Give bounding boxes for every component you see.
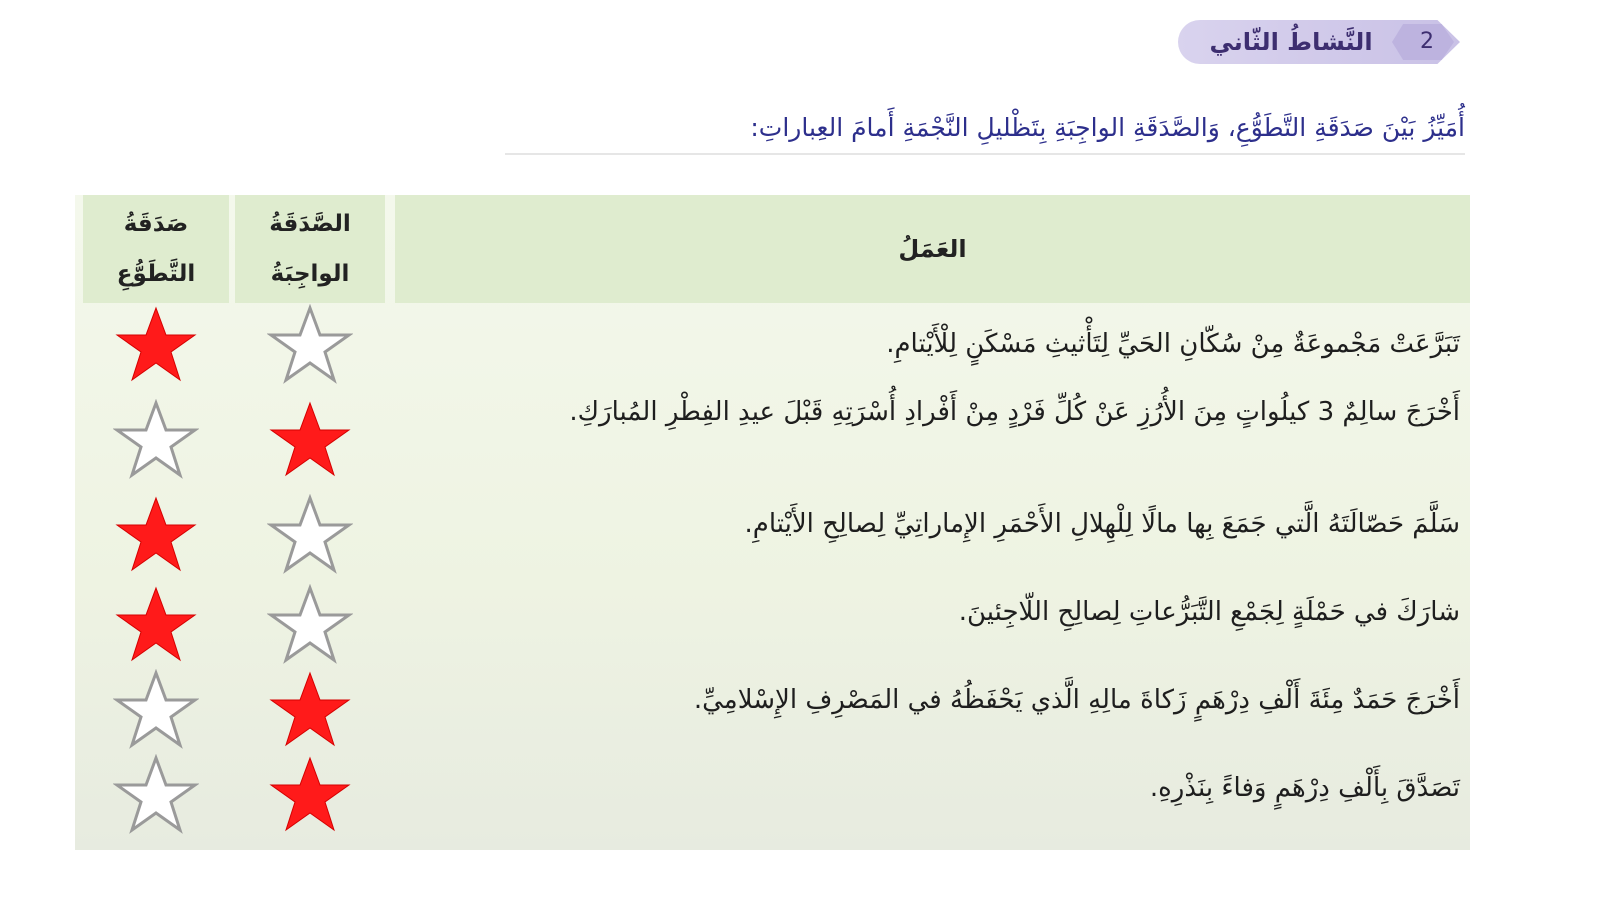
star-outline-icon — [117, 758, 195, 830]
table-row-text: شارَكَ في حَمْلَةٍ لِجَمْعِ التَّبَرُّعاتِ لِصالِحِ اللّاجِئينَ. — [958, 597, 1460, 627]
header-obligatory-line1: الصَّدَقَةُ — [269, 211, 351, 237]
table-row-text: تَصَدَّقَ بِأَلْفِ دِرْهَمٍ وَفاءً بِنَذْرِهِ. — [1149, 773, 1460, 803]
star-filled-icon — [117, 588, 195, 660]
star-outline-icon — [271, 588, 349, 660]
header-voluntary-charity — [83, 195, 229, 303]
table-row-text: سَلَّمَ حَصّالَتَهُ الَّتي جَمَعَ بِها مالًا لِلْهِلالِ الأَحْمَرِ الإِماراتِيِّ لِصالِحِ الأَيْتامِ. — [744, 509, 1460, 539]
star-outline-icon — [117, 673, 195, 745]
header-action: العَمَلُ — [395, 195, 1470, 303]
row-5-voluntary-star[interactable] — [113, 669, 199, 751]
star-outline-icon — [117, 403, 195, 475]
header-obligatory-line2: الواجِبَةُ — [270, 261, 350, 287]
row-3-voluntary-star[interactable] — [113, 494, 199, 576]
star-outline-icon — [271, 308, 349, 380]
header-voluntary-line2: التَّطَوُّعِ — [116, 261, 196, 287]
star-filled-icon — [117, 308, 195, 380]
row-6-voluntary-star[interactable] — [113, 754, 199, 836]
row-2-voluntary-star[interactable] — [113, 399, 199, 481]
star-filled-icon — [271, 758, 349, 830]
activity-number: 2 — [1420, 29, 1434, 54]
instruction-text: أُمَيِّزُ بَيْنَ صَدَقَةِ التَّطَوُّعِ، وَالصَّدَقَةِ الواجِبَةِ بِتَظْليلِ النَّجْمَةِ أَمامَ العِباراتِ: — [505, 103, 1465, 155]
activity-title: النَّشاطُ الثّاني — [1209, 28, 1373, 56]
header-obligatory-charity — [235, 195, 385, 303]
row-5-obligatory-star[interactable] — [267, 669, 353, 751]
star-filled-icon — [271, 673, 349, 745]
star-filled-icon — [271, 403, 349, 475]
star-filled-icon — [117, 498, 195, 570]
table-row-text: أَخْرَجَ حَمَدٌ مِئَةَ أَلْفِ دِرْهَمٍ زَكاةَ مالِهِ الَّذي يَحْفَظُهُ في المَصْرِفِ الإِسْلامِيِّ. — [693, 685, 1460, 715]
header-voluntary-line1: صَدَقَةُ — [123, 211, 189, 237]
star-outline-icon — [271, 498, 349, 570]
table-row-text: أَخْرَجَ سالِمٌ 3 كيلُواتٍ مِنَ الأُرُزِ عَنْ كُلِّ فَرْدٍ مِنْ أَفْرادِ أُسْرَتِهِ قَبْلَ عيدِ الفِطْرِ المُبارَكِ. — [569, 397, 1460, 427]
row-1-obligatory-star[interactable] — [267, 304, 353, 386]
classification-table — [75, 195, 1470, 850]
table-row-text: تَبَرَّعَتْ مَجْموعَةٌ مِنْ سُكّانِ الحَيِّ لِتَأْثيثِ مَسْكَنٍ لِلْأَيْتامِ. — [886, 329, 1460, 359]
row-2-obligatory-star[interactable] — [267, 399, 353, 481]
row-4-obligatory-star[interactable] — [267, 584, 353, 666]
row-3-obligatory-star[interactable] — [267, 494, 353, 576]
row-1-voluntary-star[interactable] — [113, 304, 199, 386]
row-6-obligatory-star[interactable] — [267, 754, 353, 836]
row-4-voluntary-star[interactable] — [113, 584, 199, 666]
